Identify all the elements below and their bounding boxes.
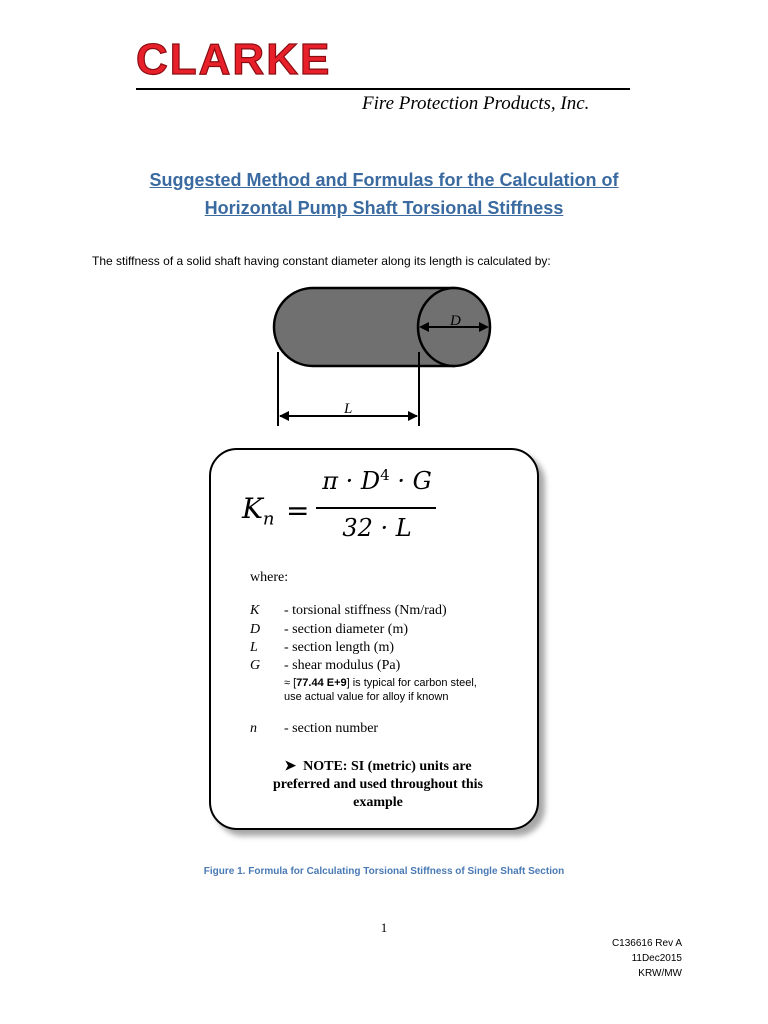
formula-numerator: π · D: [322, 467, 381, 495]
diameter-label: D: [450, 313, 461, 329]
definition-text: - section diameter (m): [284, 622, 409, 637]
header-divider: [136, 88, 630, 90]
figure-caption: Figure 1. Formula for Calculating Torsional Stiffness of Single Shaft Section: [203, 866, 565, 877]
company-name: Fire Protection Products, Inc.: [362, 93, 590, 114]
document-title-line-2: Horizontal Pump Shaft Torsional Stiffness: [204, 198, 564, 218]
shaft-diagram: [268, 280, 508, 430]
si-units-note: [258, 758, 498, 812]
formula-lhs-subscript: n: [262, 508, 275, 530]
definition-text: - section length (m): [284, 640, 395, 655]
document-id: C136616 Rev A: [611, 938, 682, 949]
clarke-logo: CLARKE: [136, 35, 332, 84]
definition-symbol: D: [250, 622, 261, 637]
definition-symbol: n: [250, 721, 257, 736]
formula-exponent: 4: [380, 466, 390, 484]
formula-lhs: K: [242, 492, 263, 525]
where-label: where:: [250, 570, 289, 585]
definition-text: - torsional stiffness (Nm/rad): [284, 603, 447, 618]
definition-text: - shear modulus (Pa): [284, 658, 401, 673]
document-title-line-1: Suggested Method and Formulas for the Calculation of: [149, 170, 619, 190]
definition-symbol: G: [250, 658, 261, 673]
stiffness-formula: [242, 466, 442, 546]
document-footer: [612, 936, 682, 981]
formula-denominator: 32 · L: [342, 514, 412, 542]
definition-symbol: L: [250, 640, 258, 655]
fraction-bar: [316, 507, 436, 509]
note-bullet-icon: ➤: [284, 759, 297, 774]
shear-modulus-value: 77.44 E+9: [296, 677, 347, 689]
shear-modulus-note: ≈ [77.44 E+9] is typical for carbon steel, use actual value for alloy if known: [284, 677, 477, 703]
length-label: L: [344, 401, 353, 417]
document-date: 11Dec2015: [631, 953, 682, 964]
formula-equals: =: [286, 494, 310, 527]
page-number: 1: [380, 920, 388, 935]
document-initials: KRW/MW: [638, 968, 682, 979]
si-units-note-text: NOTE: SI (metric) units are preferred and used throughout this example: [272, 759, 484, 810]
definition-symbol: K: [250, 603, 260, 618]
definition-text: - section number: [284, 721, 379, 736]
formula-numerator-tail: · G: [389, 467, 432, 495]
intro-text: The stiffness of a solid shaft having constant diameter along its length is calculated by:: [92, 254, 551, 268]
